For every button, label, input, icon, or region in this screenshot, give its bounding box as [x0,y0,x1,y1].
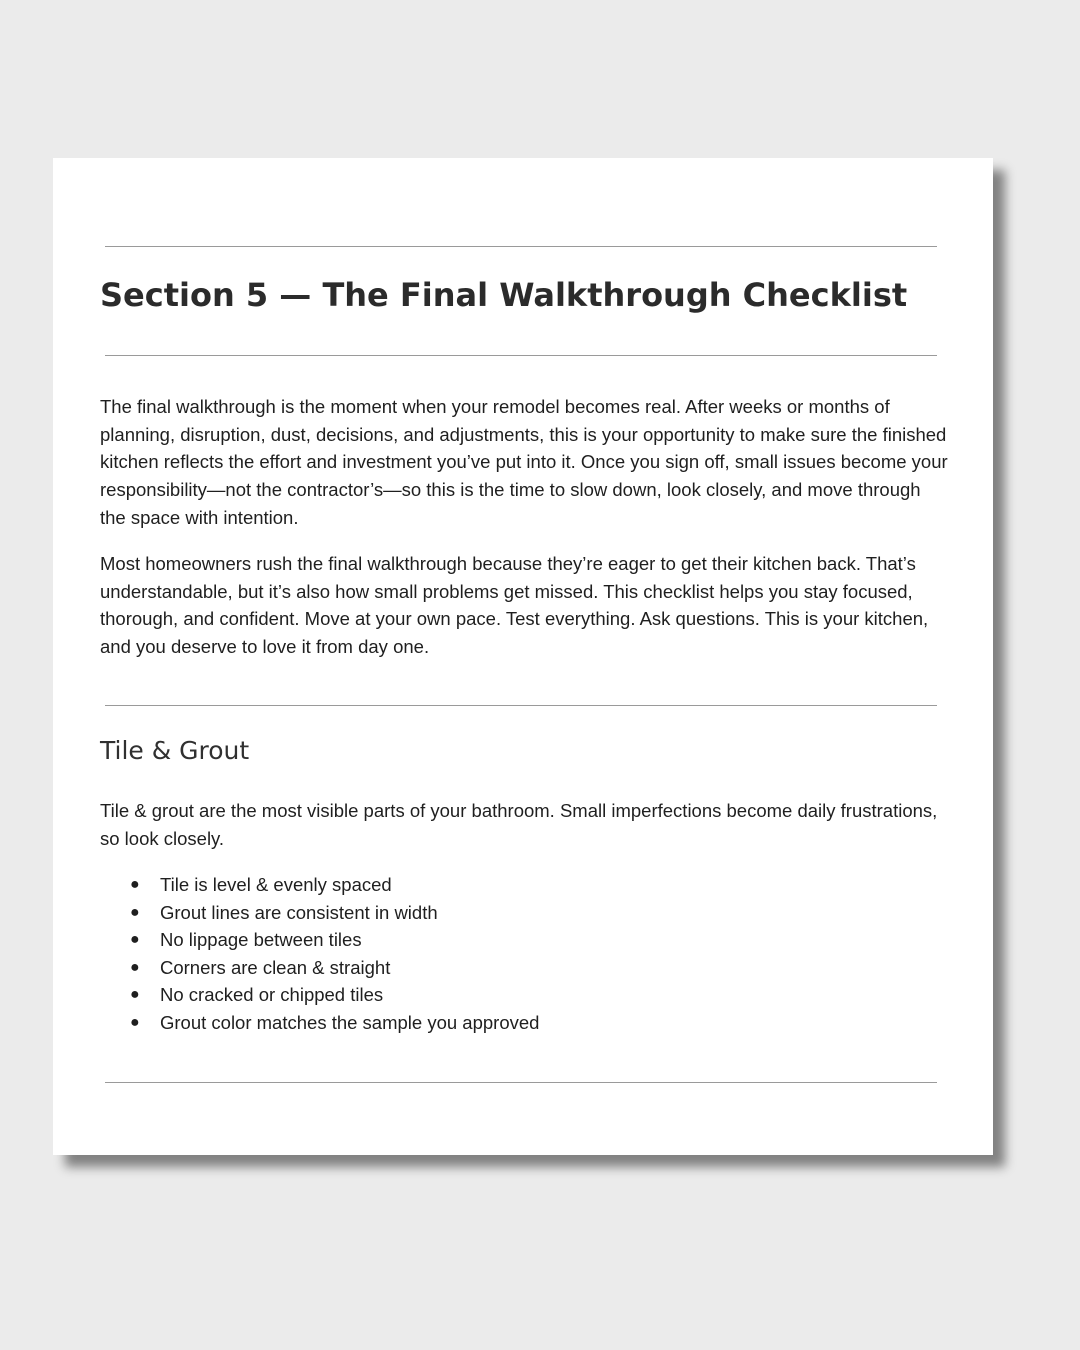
divider-top [105,246,937,247]
intro-paragraph-2: Most homeowners rush the final walkthrough because they’re eager to get their kitchen back. That’s understandable, but it’s also how small problems get missed. This checklist helps you stay focused, thorough, and confident. Move at your own pace. Test everything. Ask questions. This is your kitchen, and you deserve to love it from day one. [100,553,929,658]
checklist-item-label: Grout lines are consistent in width [160,901,438,923]
bullet-icon: ● [130,903,140,921]
intro-paragraph-1: The final walkthrough is the moment when your remodel becomes real. After weeks or months of planning, disruption, dust, decisions, and adjustments, this is your opportunity to make sure the finished kitchen reflects the effort and investment you’ve put into it. Once you sign off, small issues become your responsibility—not the contractor’s—so this is the time to slow down, look closely, and move through the space with intention. [100,396,948,528]
bullet-icon: ● [130,931,140,949]
checklist-item-label: Corners are clean & straight [160,956,391,978]
checklist-item-label: No lippage between tiles [160,929,362,951]
section-title: Section 5 — The Final Walkthrough Checklist [100,276,908,314]
checklist-item [100,926,539,954]
checklist [100,871,539,1037]
divider-bottom [105,1082,937,1083]
document-page [53,158,993,1155]
checklist-item [100,1009,539,1037]
bullet-icon: ● [130,1013,140,1031]
bullet-icon: ● [130,986,140,1004]
checklist-item-label: No cracked or chipped tiles [160,984,384,1006]
divider-under-title [105,355,937,356]
checklist-item [100,954,539,982]
checklist-item-label: Tile is level & evenly spaced [160,874,392,895]
divider-before-subsection [105,705,937,706]
bullet-icon: ● [130,958,140,976]
subsection-heading: Tile & Grout [100,736,250,765]
checklist-item [100,871,539,899]
checklist-item-label: Grout color matches the sample you approved [160,1011,540,1033]
subsection-description: Tile & grout are the most visible parts of your bathroom. Small imperfections become daily frustrations, so look closely. [100,800,938,849]
checklist-item [100,981,539,1009]
checklist-item [100,899,539,927]
bullet-icon: ● [130,876,140,893]
